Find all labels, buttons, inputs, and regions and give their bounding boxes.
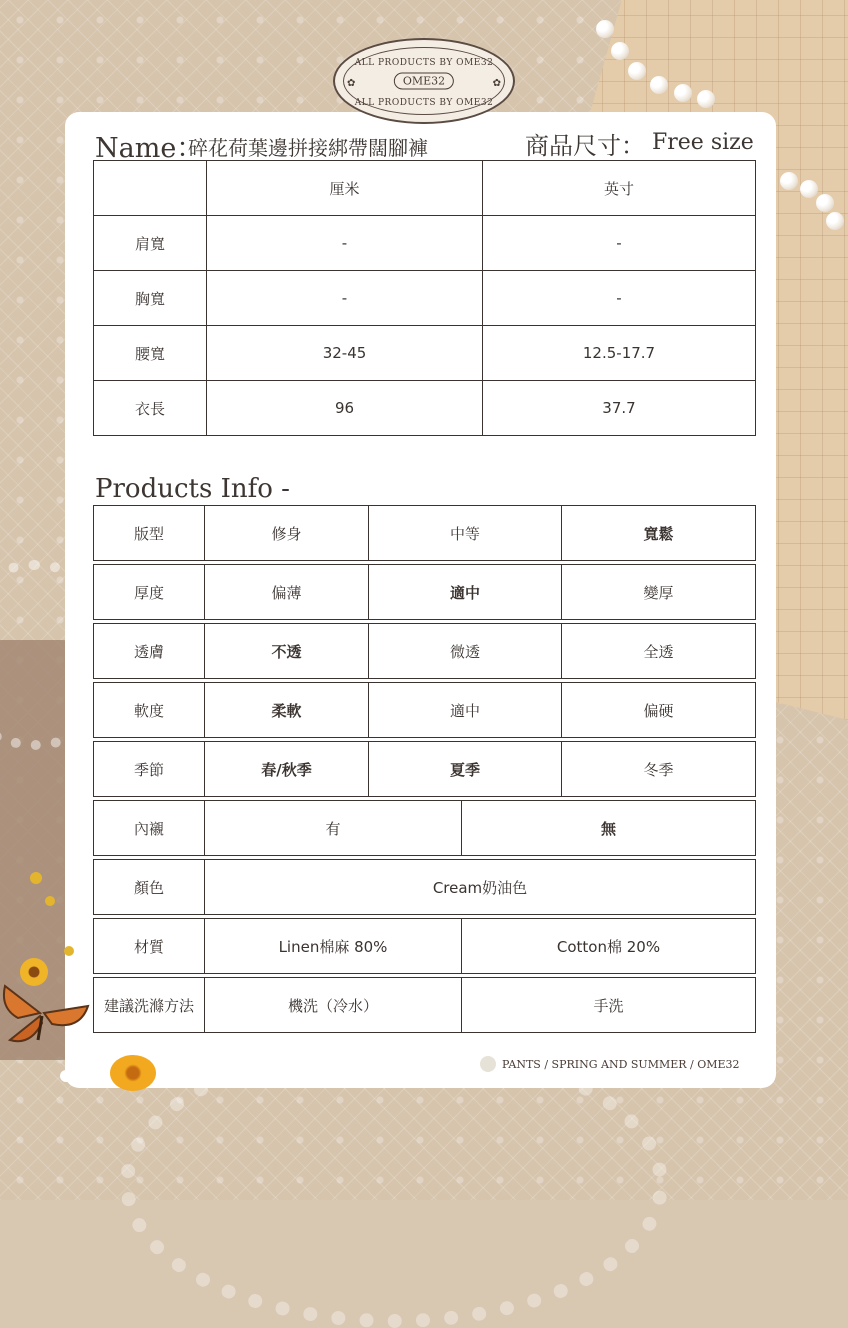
option-cell: 變厚 [562,565,756,620]
circle-icon [480,1056,496,1072]
pearl-icon [780,172,798,190]
flower-icon [20,958,48,986]
table-cell: 腰寬 [94,326,207,381]
option-cell: Linen棉麻 80% [205,919,462,974]
table-row [94,271,756,326]
table-row [94,381,756,436]
butterfly-icon [0,978,90,1048]
info-heading: Products Info - [95,474,290,504]
info-row-sheer [93,623,756,679]
row-label: 厚度 [94,565,205,620]
pearl-icon [650,76,668,94]
table-cell: 37.7 [483,381,756,436]
info-row-softness [93,682,756,738]
size-value: Free size [652,130,754,155]
table-cell: - [483,271,756,326]
info-row-lining [93,800,756,856]
info-row-fit [93,505,756,561]
pearl-icon [674,84,692,102]
flower-icon [45,896,55,906]
logo-name: OME32 [394,73,454,90]
option-cell: 偏薄 [205,565,369,620]
name-label: Name： [95,133,204,164]
size-table [93,160,756,436]
info-row-season [93,741,756,797]
table-cell: - [207,216,483,271]
pearl-icon [816,194,834,212]
option-cell-selected: 無 [462,801,756,856]
table-cell: 32-45 [207,326,483,381]
row-label: 版型 [94,506,205,561]
option-cell: 偏硬 [562,683,756,738]
option-cell: 適中 [369,683,562,738]
row-label: 透膚 [94,624,205,679]
option-cell: Cotton棉 20% [462,919,756,974]
option-cell: 修身 [205,506,369,561]
table-cell: 胸寬 [94,271,207,326]
option-cell-selected: 寬鬆 [562,506,756,561]
option-cell: 手洗 [462,978,756,1033]
option-cell: 冬季 [562,742,756,797]
row-label: 季節 [94,742,205,797]
table-cell: 肩寬 [94,216,207,271]
option-cell: 中等 [369,506,562,561]
logo-arc-bottom: ALL PRODUCTS BY OME32 [354,98,494,108]
pearl-icon [800,180,818,198]
row-label: 內襯 [94,801,205,856]
option-cell-selected: 適中 [369,565,562,620]
table-header: 厘米 [207,161,483,216]
info-row-washing [93,977,756,1033]
table-row [94,326,756,381]
pearl-icon [611,42,629,60]
pearl-icon [596,20,614,38]
footer [480,1056,740,1072]
flower-icon [110,1055,156,1091]
flower-icon [64,946,74,956]
product-card [65,112,776,1088]
info-row-material [93,918,756,974]
brand-logo [333,38,515,124]
row-label: 軟度 [94,683,205,738]
footer-text: PANTS / SPRING AND SUMMER / OME32 [502,1057,740,1071]
info-row-color [93,859,756,915]
option-cell-selected: 柔軟 [205,683,369,738]
option-cell: 全透 [562,624,756,679]
table-row [94,216,756,271]
flower-icon: ✿ [347,78,356,89]
flower-icon [60,1070,72,1082]
pearl-icon [697,90,715,108]
flower-icon: ✿ [492,78,501,89]
table-cell: 96 [207,381,483,436]
table-header [94,161,207,216]
option-cell: 有 [205,801,462,856]
logo-arc-top: ALL PRODUCTS BY OME32 [354,58,494,68]
table-header: 英寸 [483,161,756,216]
pearl-icon [826,212,844,230]
table-header-row [94,161,756,216]
pearl-icon [628,62,646,80]
row-label: 顏色 [94,860,205,915]
table-cell: 12.5-17.7 [483,326,756,381]
option-cell-selected: 不透 [205,624,369,679]
flower-icon [30,872,42,884]
option-cell: 微透 [369,624,562,679]
color-value: Cream奶油色 [205,860,756,915]
info-row-thickness [93,564,756,620]
size-label: 商品尺寸： [525,132,645,160]
option-cell-selected: 夏季 [369,742,562,797]
table-cell: - [483,216,756,271]
table-cell: 衣長 [94,381,207,436]
option-cell: 機洗（冷水） [205,978,462,1033]
row-label: 材質 [94,919,205,974]
option-cell-selected: 春/秋季 [205,742,369,797]
row-label: 建議洗滌方法 [94,978,205,1033]
product-name: 碎花荷葉邊拼接綁帶闊腳褲 [188,136,428,160]
table-cell: - [207,271,483,326]
